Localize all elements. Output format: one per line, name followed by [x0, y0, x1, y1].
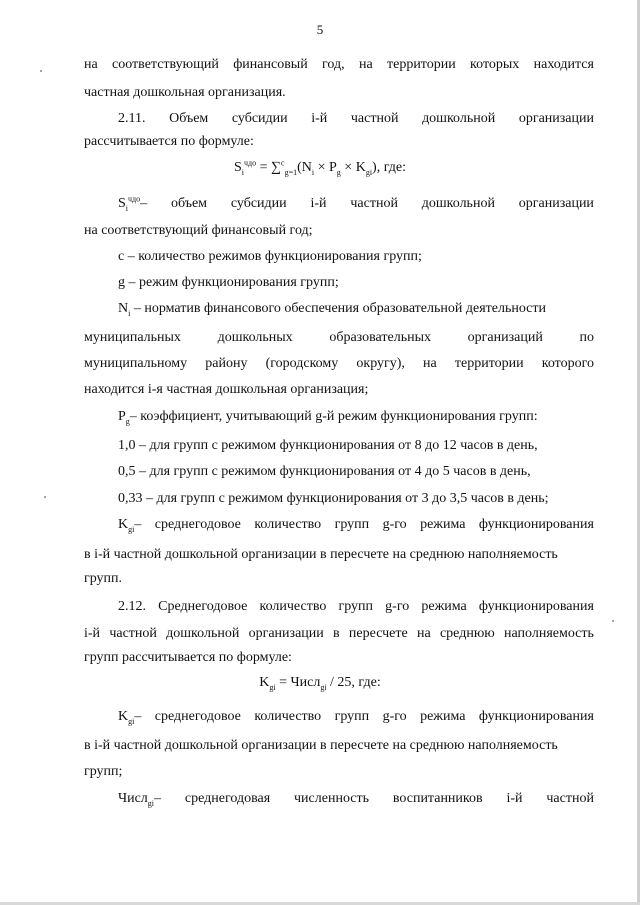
- text-line-18: в i-й частной дошкольной организации в пересчете на среднюю наполняемость: [84, 547, 558, 562]
- word: которых: [470, 57, 520, 72]
- word: год,: [322, 57, 345, 72]
- word: муниципальных: [84, 330, 181, 345]
- definition-chisl: Числ$_{gi}$– среднегодовая численность воспитанников i-й частной: [118, 791, 594, 808]
- word: Объем: [169, 111, 209, 126]
- word: групп: [338, 599, 374, 614]
- word: образовательных: [329, 330, 432, 345]
- word: которого: [541, 356, 594, 371]
- word: частной: [350, 111, 399, 126]
- coefficient-1-0: 1,0 – для групп с режимом функционирования от 8 до 12 часов в день,: [118, 438, 538, 453]
- text-line-4: рассчитывается по формуле:: [84, 134, 254, 149]
- word: соответствующий: [112, 57, 219, 72]
- formula-subsidy: $S_i^{чдо} = \sum^c_{g=1}(N_i \times P_g \times K_{gi})$, где:: [234, 158, 406, 177]
- word: на: [84, 57, 98, 72]
- word: функционирования: [478, 599, 594, 614]
- text-line-6: на соответствующий финансовый год;: [84, 223, 313, 238]
- text-line-12: находится i-я частная дошкольная организация;: [84, 382, 369, 397]
- word: округу),: [356, 356, 405, 371]
- text-line-22: групп рассчитывается по формуле:: [84, 650, 292, 665]
- text-line-1: [84, 56, 594, 74]
- definition-n: $N_i$ – норматив финансового обеспечения образовательной деятельности: [118, 301, 547, 318]
- text-line-25: групп;: [84, 764, 123, 779]
- definition-g: g – режим функционирования групп;: [118, 275, 339, 290]
- word: субсидии: [231, 111, 288, 126]
- word: муниципальному: [84, 356, 188, 371]
- scan-speck: [44, 496, 46, 498]
- word: организации: [518, 111, 594, 126]
- word: режима: [421, 599, 467, 614]
- text-line-11: [84, 355, 594, 373]
- word: пересчете: [348, 626, 408, 641]
- paragraph-2-11-first-line: [118, 110, 594, 128]
- word: i-й: [311, 111, 328, 126]
- word: 2.12.: [118, 599, 146, 614]
- text-line-24: в i-й частной дошкольной организации в пересчете на среднюю наполняемость: [84, 738, 558, 753]
- word: организаций: [467, 330, 543, 345]
- coefficient-0-5: 0,5 – для групп с режимом функционирования от 4 до 5 часов в день,: [118, 464, 531, 479]
- word: дошкольных: [217, 330, 293, 345]
- text-line-21: [84, 625, 594, 643]
- definition-p: $P_g-$ коэффициент, учитывающий g-й режим функционирования групп:: [118, 409, 538, 426]
- paragraph-2-12-first-line: [118, 598, 594, 616]
- word: g-го: [385, 599, 410, 614]
- word: дошкольной: [422, 111, 496, 126]
- definition-k: $K_{gi}-$ среднегодовое количество групп g-го режима функционирования: [118, 517, 594, 534]
- word: на: [423, 356, 437, 371]
- word: i-й: [84, 626, 101, 641]
- word: району: [205, 356, 248, 371]
- word: на: [358, 57, 373, 72]
- coefficient-0-33: 0,33 – для групп с режимом функционирования от 3 до 3,5 часов в день;: [118, 491, 549, 506]
- definition-k-2: $K_{gi}-$ среднегодовое количество групп g-го режима функционирования: [118, 709, 594, 726]
- word: дошкольной: [166, 626, 240, 641]
- word: организации: [248, 626, 324, 641]
- scan-speck: [612, 620, 614, 622]
- word: среднюю: [439, 626, 495, 641]
- word: по: [579, 330, 594, 345]
- word: (городскому: [265, 356, 339, 371]
- word: на: [416, 626, 431, 641]
- word: финансовый: [233, 57, 308, 72]
- definition-c: c – количество режимов функционирования групп;: [118, 249, 422, 264]
- word: территории: [386, 57, 456, 72]
- word: Среднегодовое: [158, 599, 248, 614]
- word: территории: [454, 356, 524, 371]
- word: наполняемость: [504, 626, 594, 641]
- word: частной: [109, 626, 157, 641]
- text-line-2: частная дошкольная организация.: [84, 85, 286, 100]
- text-line-10: [84, 329, 594, 347]
- page-number: 5: [316, 22, 324, 37]
- word: количество: [259, 599, 327, 614]
- word: 2.11.: [118, 111, 146, 126]
- scan-speck: [40, 70, 42, 72]
- word: в: [333, 626, 340, 641]
- formula-group-count: $K_{gi}$ = Числ$_{gi}$ / 25, где:: [259, 675, 381, 692]
- text-line-19: групп.: [84, 571, 123, 586]
- word: находится: [533, 57, 594, 72]
- definition-s: $S_i^{чдо}-$ объем субсидии i-й частной дошкольной организации: [118, 194, 594, 213]
